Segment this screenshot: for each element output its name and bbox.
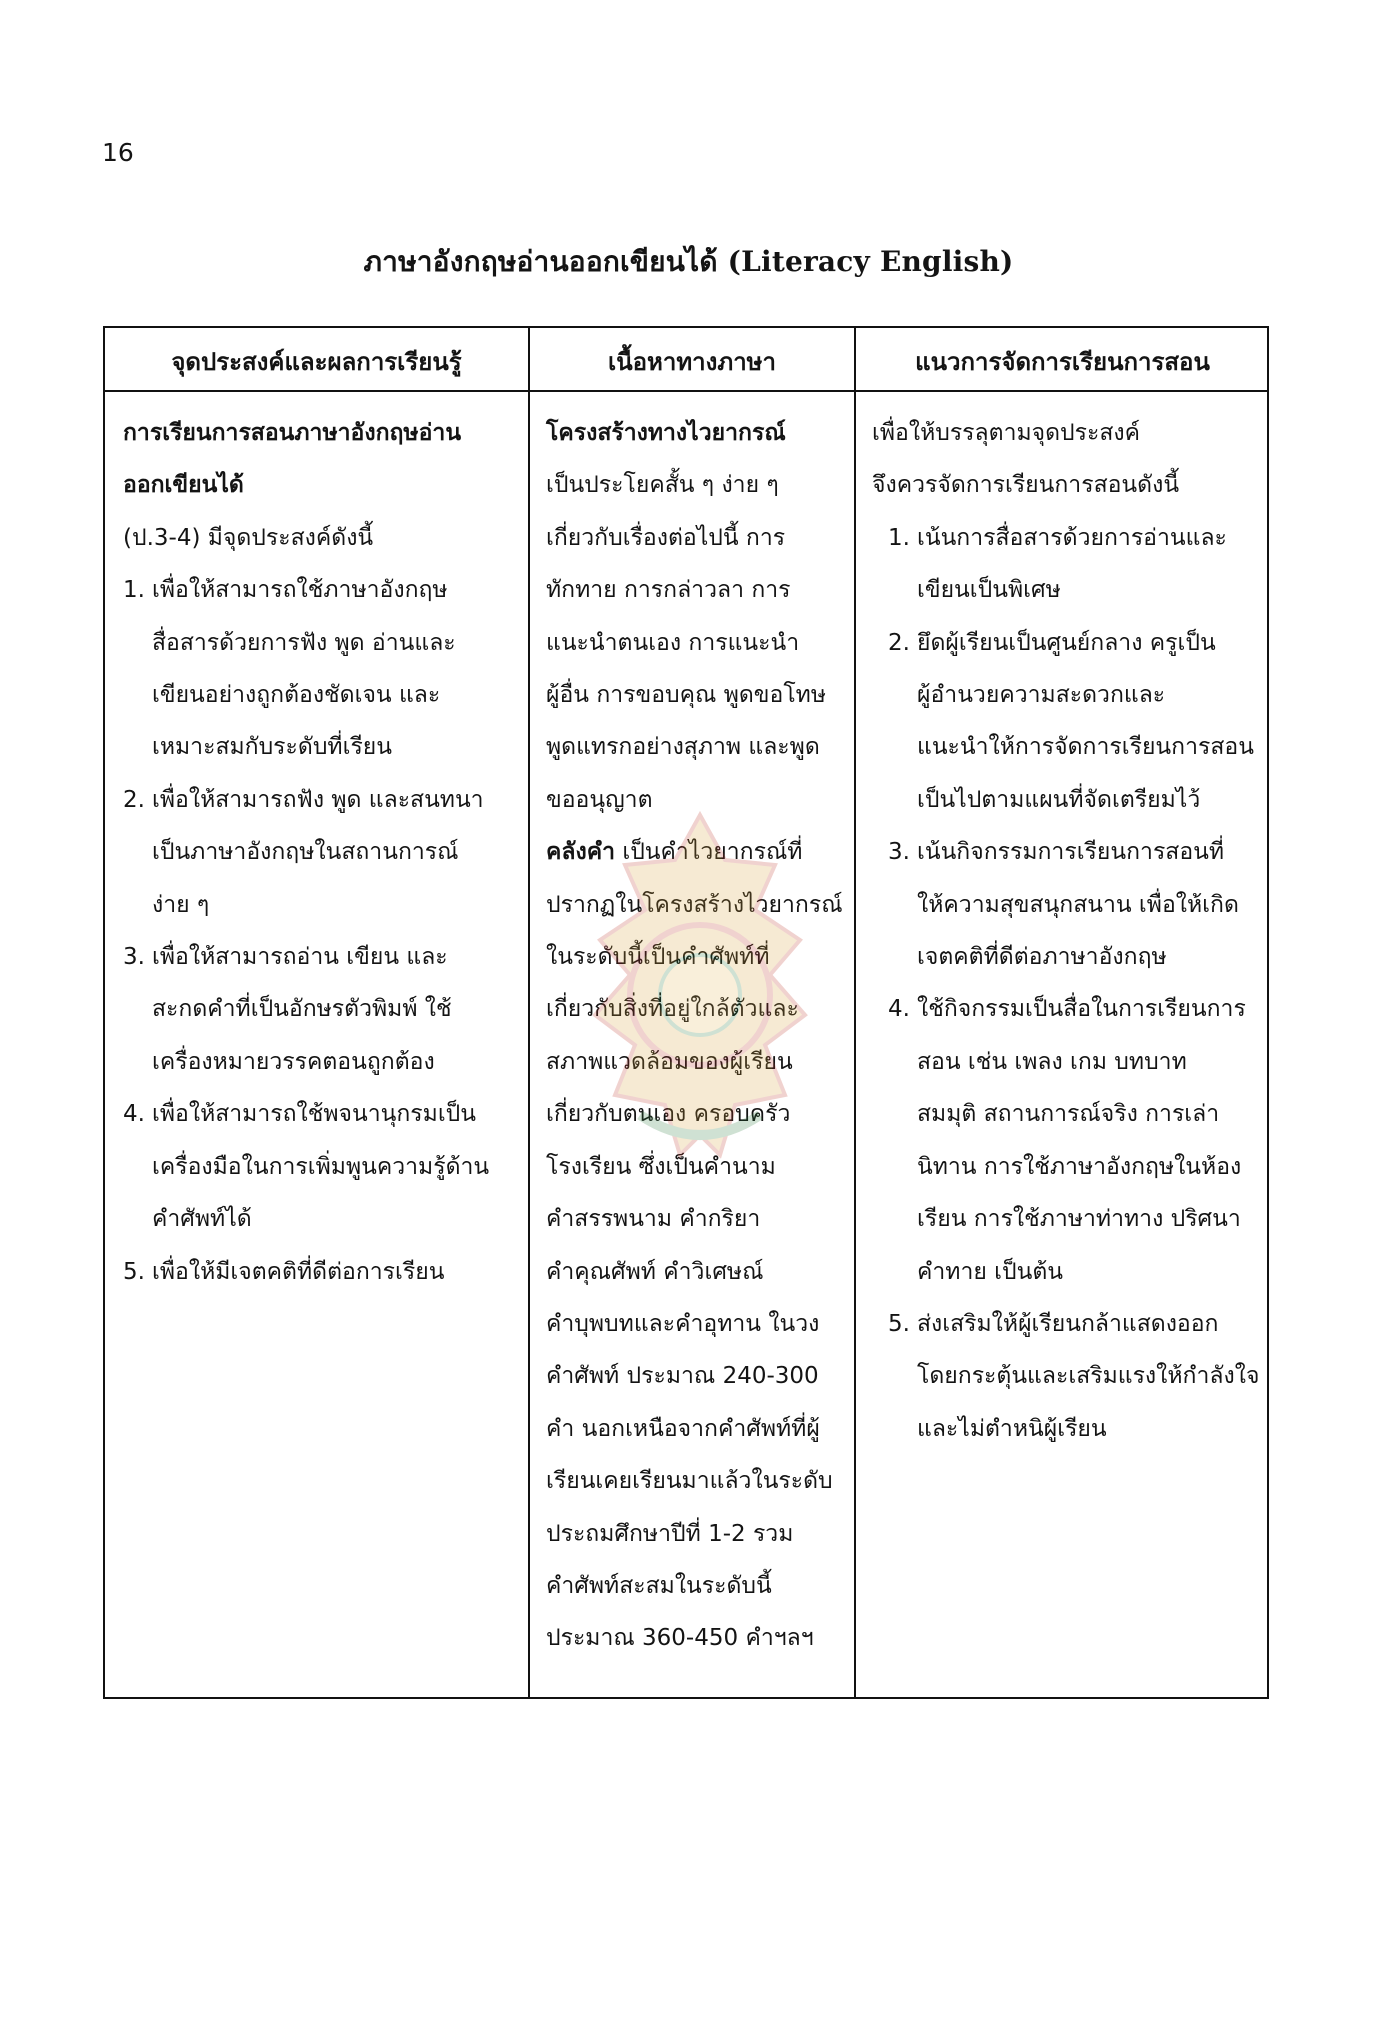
vocab-heading: คลังคำ (546, 839, 616, 866)
list-item-number: 5. (123, 1258, 145, 1285)
list-item-line (888, 669, 1259, 721)
list-item-number (123, 721, 152, 773)
list-item-line (123, 931, 489, 983)
list-item-text: เพื่อให้สามารถใช้พจนานุกรมเป็น (152, 1101, 476, 1128)
list-item-text: เพื่อให้มีเจตคติที่ดีต่อการเรียน (152, 1258, 445, 1285)
list-item-line (123, 983, 489, 1035)
vocab-line: ปรากฏในโครงสร้างไวยากรณ์ (546, 891, 843, 918)
list-item-line (888, 1298, 1259, 1350)
list-item-number (888, 669, 917, 721)
list-item-text: และไม่ตำหนิผู้เรียน (917, 1415, 1107, 1442)
curriculum-table (103, 326, 1269, 1699)
list-item-number (123, 1193, 152, 1245)
column-divider (854, 328, 856, 1697)
list-item-line (123, 1036, 489, 1088)
list-item-number (888, 721, 917, 773)
list-item-line (888, 931, 1259, 983)
column-divider (528, 328, 530, 1697)
vocab-line: ในระดับนี้เป็นคำศัพท์ที่ (546, 944, 770, 971)
list-item-line (888, 1246, 1259, 1298)
grammar-text (546, 459, 843, 826)
list-item-line (888, 617, 1259, 669)
list-item-text: เจตคติที่ดีต่อภาษาอังกฤษ (917, 944, 1167, 971)
list-item-number (123, 1141, 152, 1193)
list-item-text: เขียนอย่างถูกต้องชัดเจน และ (152, 682, 441, 709)
list-item-text: เรียน การใช้ภาษาท่าทาง ปริศนา (917, 1206, 1241, 1233)
list-item-number (888, 1350, 917, 1402)
list-item-line (888, 983, 1259, 1035)
list-item-text: เพื่อให้สามารถฟัง พูด และสนทนา (152, 786, 484, 813)
list-item-text: สื่อสารด้วยการฟัง พูด อ่านและ (152, 629, 456, 656)
header-objectives: จุดประสงค์และผลการเรียนรู้ (171, 348, 462, 376)
list-item-number (123, 879, 152, 931)
list-item-line (123, 1088, 489, 1140)
list-item-line (888, 1141, 1259, 1193)
language-content-column (546, 407, 843, 1665)
list-item-text: สมมุติ สถานการณ์จริง การเล่า (917, 1101, 1220, 1128)
list-item-number (888, 1036, 917, 1088)
vocab-line: คำบุพบทและคำอุทาน ในวง (546, 1310, 820, 1337)
list-item-line (888, 512, 1259, 564)
vocab-text (546, 879, 843, 1665)
header-divider (105, 390, 1267, 392)
list-item-number: 2. (888, 629, 910, 656)
list-item-line (888, 1088, 1259, 1140)
list-item-line (123, 879, 489, 931)
list-item-number: 4. (123, 1101, 145, 1128)
list-item-line (888, 1350, 1259, 1402)
vocab-line: เรียนเคยเรียนมาแล้วในระดับ (546, 1468, 833, 1495)
list-item-line (123, 669, 489, 721)
list-item-number (123, 1036, 152, 1088)
list-item-line (888, 564, 1259, 616)
list-item-text: ให้ความสุขสนุกสนาน เพื่อให้เกิด (917, 891, 1239, 918)
list-item-text: คำศัพท์ได้ (152, 1206, 252, 1233)
list-item-text: เขียนเป็นพิเศษ (917, 577, 1061, 604)
page-number: 16 (102, 138, 134, 167)
list-item-number (888, 1088, 917, 1140)
grammar-line: แนะนำตนเอง การแนะนำ (546, 629, 800, 656)
approach-list (872, 512, 1259, 1455)
list-item-number (888, 879, 917, 931)
list-item-line (888, 879, 1259, 931)
list-item-number: 1. (123, 577, 145, 604)
list-item-text: สอน เช่น เพลง เกม บทบาท (917, 1048, 1187, 1075)
grammar-line: เกี่ยวกับเรื่องต่อไปนี้ การ (546, 524, 786, 551)
list-item-text: เน้นกิจกรรมการเรียนการสอนที่ (917, 839, 1225, 866)
list-item-number (123, 669, 152, 721)
vocab-line: โรงเรียน ซึ่งเป็นคำนาม (546, 1153, 776, 1180)
list-item-text: เป็นไปตามแผนที่จัดเตรียมไว้ (917, 786, 1201, 813)
list-item-line (123, 564, 489, 616)
approach-intro (872, 407, 1259, 512)
objectives-list (123, 564, 489, 1298)
list-item-line (888, 774, 1259, 826)
vocab-line: เกี่ยวกับตนเอง ครอบครัว (546, 1101, 791, 1128)
vocab-line: คำสรรพนาม คำกริยา (546, 1206, 761, 1233)
list-item-number (888, 564, 917, 616)
list-item-line (123, 1141, 489, 1193)
grammar-line: ขออนุญาต (546, 786, 653, 813)
list-item-number: 1. (888, 524, 910, 551)
list-item-text: เหมาะสมกับระดับที่เรียน (152, 734, 392, 761)
approach-intro-line: เพื่อให้บรรลุตามจุดประสงค์ (872, 420, 1141, 446)
objectives-intro-line: (ป.3-4) มีจุดประสงค์ดังนี้ (123, 524, 374, 551)
grammar-line: ผู้อื่น การขอบคุณ พูดขอโทษ (546, 682, 826, 709)
vocab-line: ประถมศึกษาปีที่ 1-2 รวม (546, 1520, 794, 1547)
grammar-line: เป็นประโยคสั้น ๆ ง่าย ๆ (546, 472, 779, 499)
list-item-number (888, 1193, 917, 1245)
list-item-number: 5. (888, 1310, 910, 1337)
list-item-text: ผู้อำนวยความสะดวกและ (917, 682, 1166, 709)
list-item-line (888, 721, 1259, 773)
list-item-number (123, 826, 152, 878)
list-item-number (888, 931, 917, 983)
list-item-text: โดยกระตุ้นและเสริมแรงให้กำลังใจ (917, 1363, 1260, 1390)
vocab-line: เกี่ยวกับสิ่งที่อยู่ใกล้ตัวและ (546, 996, 799, 1023)
list-item-text: เพื่อให้สามารถใช้ภาษาอังกฤษ (152, 577, 448, 604)
header-teaching-approach: แนวการจัดการเรียนการสอน (915, 348, 1210, 376)
list-item-line (123, 1246, 489, 1298)
list-item-line (888, 1036, 1259, 1088)
list-item-text: เครื่องมือในการเพิ่มพูนความรู้ด้าน (152, 1153, 490, 1180)
vocab-first-line (546, 826, 843, 878)
list-item-number: 3. (888, 839, 910, 866)
list-item-text: เพื่อให้สามารถอ่าน เขียน และ (152, 944, 448, 971)
vocab-first-line-text: เป็นคำไวยากรณ์ที่ (615, 839, 803, 866)
list-item-text: ง่าย ๆ (152, 891, 210, 918)
list-item-text: ส่งเสริมให้ผู้เรียนกล้าแสดงออก (917, 1310, 1219, 1337)
list-item-text: สะกดคำที่เป็นอักษรตัวพิมพ์ ใช้ (152, 996, 452, 1023)
approach-intro-line: จึงควรจัดการเรียนการสอนดังนี้ (872, 472, 1180, 499)
list-item-text: เครื่องหมายวรรคตอนถูกต้อง (152, 1048, 435, 1075)
list-item-line (123, 721, 489, 773)
objectives-intro-line: ออกเขียนได้ (123, 472, 244, 499)
list-item-text: นิทาน การใช้ภาษาอังกฤษในห้อง (917, 1153, 1242, 1180)
grammar-heading: โครงสร้างทางไวยากรณ์ (546, 420, 786, 446)
vocab-line: คำศัพท์ ประมาณ 240-300 (546, 1363, 819, 1390)
list-item-text: แนะนำให้การจัดการเรียนการสอน (917, 734, 1254, 761)
list-item-number (888, 1246, 917, 1298)
page-title: ภาษาอังกฤษอ่านออกเขียนได้ (Literacy English) (363, 245, 1014, 278)
list-item-number (123, 983, 152, 1035)
objectives-intro-line: การเรียนการสอนภาษาอังกฤษอ่าน (123, 420, 462, 446)
list-item-line (888, 826, 1259, 878)
grammar-line: ทักทาย การกล่าวลา การ (546, 577, 791, 604)
list-item-text: คำทาย เป็นต้น (917, 1258, 1064, 1285)
header-language-content: เนื้อหาทางภาษา (608, 348, 776, 376)
vocab-line: ประมาณ 360-450 คำฯลฯ (546, 1625, 814, 1652)
vocab-line: คำ นอกเหนือจากคำศัพท์ที่ผู้ (546, 1415, 820, 1442)
vocab-line: คำคุณศัพท์ คำวิเศษณ์ (546, 1258, 764, 1285)
list-item-text: เป็นภาษาอังกฤษในสถานการณ์ (152, 839, 459, 866)
list-item-line (123, 774, 489, 826)
grammar-line: พูดแทรกอย่างสุภาพ และพูด (546, 734, 820, 761)
list-item-line (888, 1193, 1259, 1245)
list-item-text: ยึดผู้เรียนเป็นศูนย์กลาง ครูเป็น (917, 629, 1216, 656)
objectives-column (123, 407, 489, 1298)
list-item-number (888, 1141, 917, 1193)
list-item-line (123, 826, 489, 878)
vocab-line: คำศัพท์สะสมในระดับนี้ (546, 1572, 772, 1599)
vocab-line: สภาพแวดล้อมของผู้เรียน (546, 1048, 793, 1075)
list-item-text: เน้นการสื่อสารด้วยการอ่านและ (917, 524, 1227, 551)
list-item-line (123, 1193, 489, 1245)
list-item-number (123, 617, 152, 669)
list-item-number (888, 774, 917, 826)
list-item-number (888, 1403, 917, 1455)
list-item-text: ใช้กิจกรรมเป็นสื่อในการเรียนการ (917, 996, 1246, 1023)
list-item-number: 4. (888, 996, 910, 1023)
list-item-number: 2. (123, 786, 145, 813)
list-item-number: 3. (123, 944, 145, 971)
list-item-line (888, 1403, 1259, 1455)
list-item-line (123, 617, 489, 669)
teaching-approach-column (872, 407, 1259, 1455)
